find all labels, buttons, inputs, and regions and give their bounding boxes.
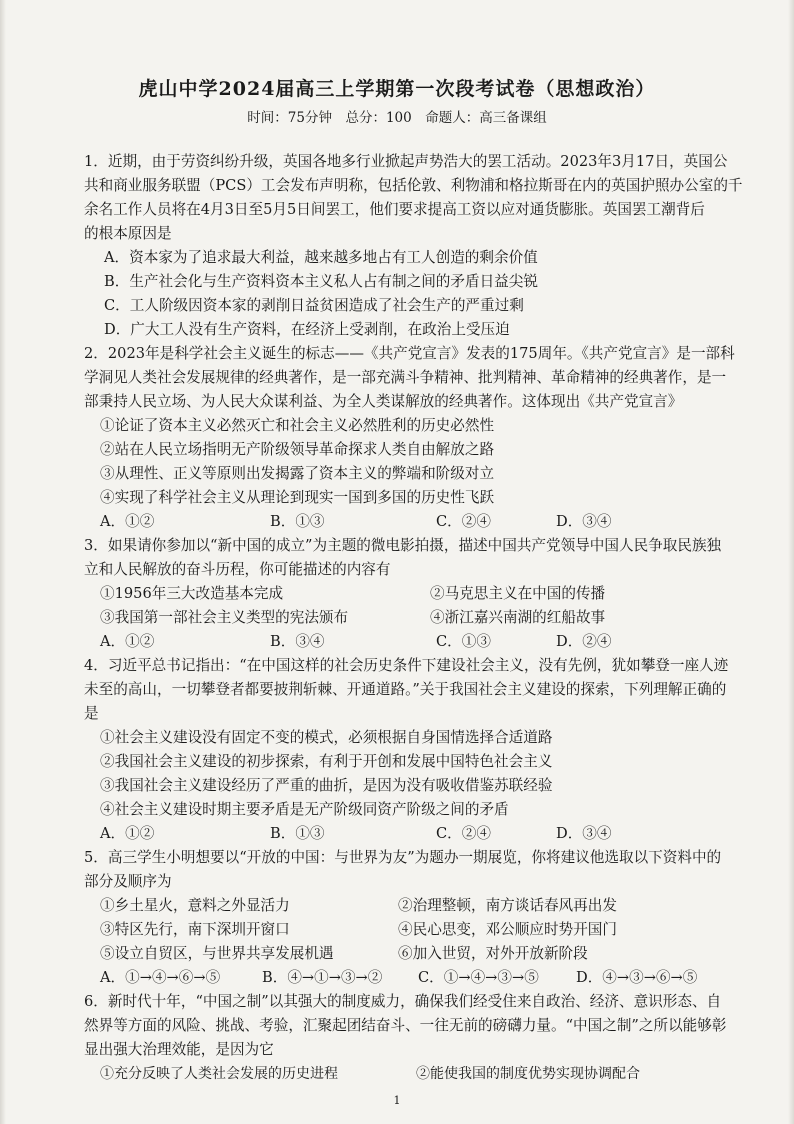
q2-choice-a: A．①② bbox=[100, 513, 155, 530]
q5-item: ②治理整顿，南方谈话春风再出发 bbox=[398, 897, 617, 914]
q1-option-c: C．工人阶级因资本家的剥削日益贫困造成了社会生产的严重过剩 bbox=[104, 297, 524, 314]
q2-stem-line: 部秉持人民立场、为人民大众谋利益、为全人类谋解放的经典著作。这体现出《共产党宣言》 bbox=[84, 393, 683, 410]
q4-stem-line: 未至的高山，一切攀登者都要披荆斩棘、开通道路。”关于我国社会主义建设的探索，下列理解正确的 bbox=[84, 681, 727, 698]
q2-stem-line: 学洞见人类社会发展规律的经典著作，是一部充满斗争精神、批判精神、革命精神的经典著作，是一 bbox=[84, 369, 727, 386]
q4-stem-line: 是 bbox=[84, 705, 99, 722]
q5-stem-line: 5．高三学生小明想要以“开放的中国：与世界为友”为题办一期展览，你将建议他选取以下资料中的 bbox=[84, 849, 722, 866]
q1-option-a: A．资本家为了追求最大利益，越来越多地占有工人创造的剩余价值 bbox=[104, 249, 538, 266]
q5-item: ④民心思变，邓公顺应时势开国门 bbox=[398, 921, 617, 938]
q3-choice-c: C．①③ bbox=[436, 633, 491, 650]
page-number: 1 bbox=[393, 1094, 401, 1107]
q3-item: ④浙江嘉兴南湖的红船故事 bbox=[430, 609, 606, 626]
q6-stem-line: 然界等方面的风险、挑战、考验，汇聚起团结奋斗、一往无前的磅礴力量。“中国之制”之所以能够彰 bbox=[84, 1017, 727, 1034]
q1-option-d: D．广大工人没有生产资料，在经济上受剥削，在政治上受压迫 bbox=[104, 321, 510, 338]
q5-item: ③特区先行，南下深圳开窗口 bbox=[100, 921, 290, 938]
q2-item: ④实现了科学社会主义从理论到现实一国到多国的历史性飞跃 bbox=[100, 489, 495, 506]
q5-choice-c: C．①→④→③→⑤ bbox=[418, 969, 539, 986]
q3-choice-d: D．②④ bbox=[556, 633, 612, 650]
q1-stem-line: 共和商业服务联盟（PCS）工会发布声明称，包括伦敦、利物浦和格拉斯哥在内的英国护照办公室的千 bbox=[84, 177, 743, 194]
q4-choice-c: C．②④ bbox=[436, 825, 491, 842]
q2-item: ③从理性、正义等原则出发揭露了资本主义的弊端和阶级对立 bbox=[100, 465, 495, 482]
q4-choice-d: D．③④ bbox=[556, 825, 612, 842]
q1-stem-line: 的根本原因是 bbox=[84, 225, 172, 242]
q4-item: ④社会主义建设时期主要矛盾是无产阶级同资产阶级之间的矛盾 bbox=[100, 801, 509, 818]
q5-item: ⑥加入世贸，对外开放新阶段 bbox=[398, 945, 588, 962]
q5-item: ①乡土星火，意料之外显活力 bbox=[100, 897, 290, 914]
q3-item: ②马克思主义在中国的传播 bbox=[430, 585, 606, 602]
q2-choice-b: B．①③ bbox=[270, 513, 325, 530]
q4-item: ①社会主义建设没有固定不变的模式，必须根据自身国情选择合适道路 bbox=[100, 729, 553, 746]
q6-stem-line: 6．新时代十年，“中国之制”以其强大的制度威力，确保我们经受住来自政治、经济、意识形态、自 bbox=[84, 993, 722, 1010]
q6-item: ②能使我国的制度优势实现协调配合 bbox=[416, 1066, 640, 1082]
q2-choice-d: D．③④ bbox=[556, 513, 612, 530]
q4-item: ②我国社会主义建设的初步探索，有利于开创和发展中国特色社会主义 bbox=[100, 753, 553, 770]
scan-edge-left bbox=[0, 0, 6, 1124]
q5-stem-line: 部分及顺序为 bbox=[84, 873, 172, 890]
q5-choice-a: A．①→④→⑥→⑤ bbox=[100, 969, 221, 986]
q3-stem-line: 立和人民解放的奋斗历程，你可能描述的内容有 bbox=[84, 561, 391, 578]
q4-choice-b: B．①③ bbox=[270, 825, 325, 842]
q2-item: ②站在人民立场指明无产阶级领导革命探求人类自由解放之路 bbox=[100, 441, 495, 458]
q3-choice-b: B．③④ bbox=[270, 633, 325, 650]
q6-stem-line: 显出强大治理效能，是因为它 bbox=[84, 1041, 274, 1058]
exam-title: 虎山中学2024届高三上学期第一次段考试卷（思想政治） bbox=[138, 78, 656, 100]
q5-choice-b: B．④→①→③→② bbox=[262, 969, 383, 986]
q5-item: ⑤设立自贸区，与世界共享发展机遇 bbox=[100, 945, 334, 962]
q3-item: ①1956年三大改造基本完成 bbox=[100, 585, 284, 602]
exam-subtitle: 时间：75分钟 总分：100 命题人：高三备课组 bbox=[247, 110, 547, 126]
q2-stem-line: 2．2023年是科学社会主义诞生的标志——《共产党宣言》发表的175周年。《共产党宣言》是一部科 bbox=[84, 345, 735, 362]
q5-choice-d: D．④→③→⑥→⑤ bbox=[576, 969, 698, 986]
q3-stem-line: 3．如果请你参加以“新中国的成立”为主题的微电影拍摄，描述中国共产党领导中国人民争取民族独 bbox=[84, 537, 722, 554]
q1-stem-line: 1．近期，由于劳资纠纷升级，英国各地多行业掀起声势浩大的罢工活动。2023年3月17日，英国公 bbox=[84, 153, 728, 170]
q4-stem-line: 4．习近平总书记指出：“在中国这样的社会历史条件下建设社会主义，没有先例，犹如攀登一座人迹 bbox=[84, 657, 729, 674]
q3-choice-a: A．①② bbox=[100, 633, 155, 650]
q6-item: ①充分反映了人类社会发展的历史进程 bbox=[100, 1066, 338, 1082]
q4-choice-a: A．①② bbox=[100, 825, 155, 842]
q2-choice-c: C．②④ bbox=[436, 513, 491, 530]
q1-stem-line: 余名工作人员将在4月3日至5月5日间罢工，他们要求提高工资以应对通货膨胀。英国罢工潮背后 bbox=[84, 201, 705, 218]
q1-option-b: B．生产社会化与生产资料资本主义私人占有制之间的矛盾日益尖锐 bbox=[104, 273, 538, 290]
q3-item: ③我国第一部社会主义类型的宪法颁布 bbox=[100, 609, 349, 626]
q2-item: ①论证了资本主义必然灭亡和社会主义必然胜利的历史必然性 bbox=[100, 417, 495, 434]
scan-edge-right bbox=[788, 0, 794, 1124]
q4-item: ③我国社会主义建设经历了严重的曲折，是因为没有吸收借鉴苏联经验 bbox=[100, 777, 553, 794]
